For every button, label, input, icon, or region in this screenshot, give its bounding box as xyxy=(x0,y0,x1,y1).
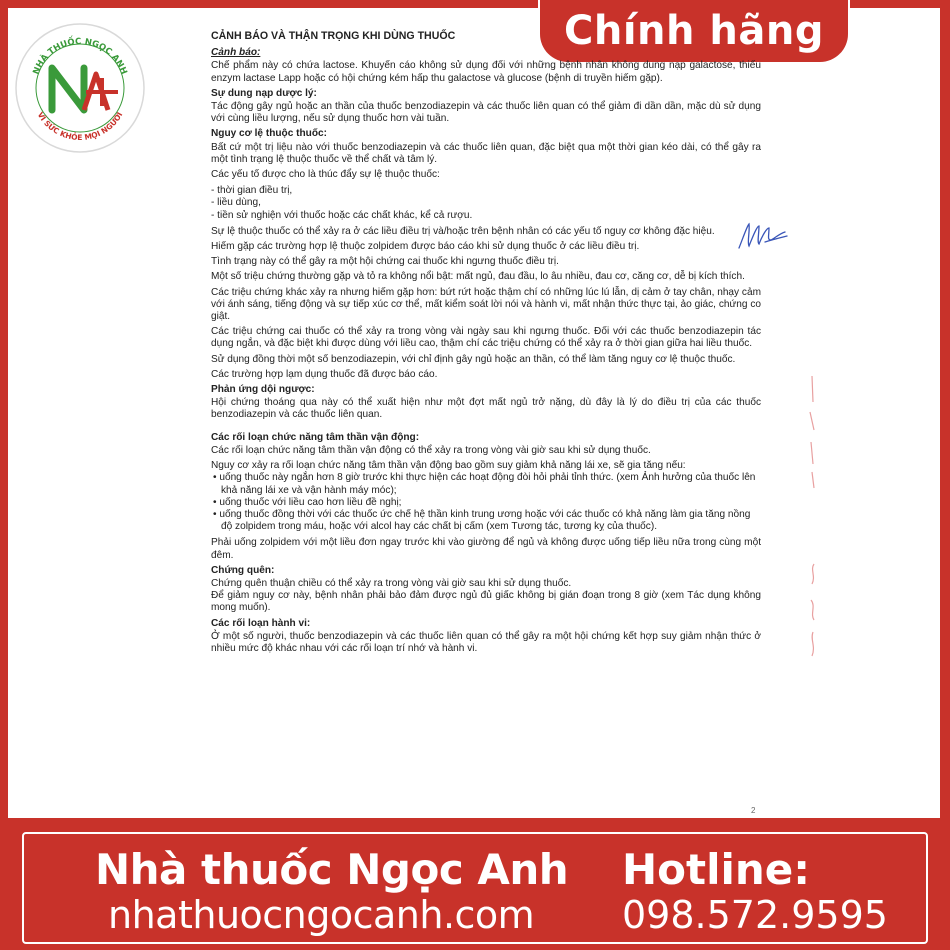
list-item: - liều dùng, xyxy=(211,197,261,209)
paragraph: Để giảm nguy cơ này, bệnh nhân phải bảo đảm được ngủ đủ giấc không bị gián đoạn trong 8 giờ (xem Tác dụng không mong muốn). xyxy=(211,590,761,614)
section-heading: Sự dung nạp dược lý: xyxy=(211,87,317,99)
paragraph: Chế phẩm này có chứa lactose. Khuyến cáo không sử dụng đối với những bệnh nhân không dung nạp galactose, thiếu enzym lactase Lapp hoặc có hội chứng kém hấp thu galactose và glucose (bệnh di truyền hiếm gặp). xyxy=(211,60,761,84)
section-heading: Các rối loạn chức năng tâm thần vận động: xyxy=(211,431,420,443)
list-item: • uống thuốc này ngắn hơn 8 giờ trước khi thực hiện các hoạt động đòi hỏi phải tỉnh thức. (xem Ảnh hưởng của thuốc lên khả năng lái xe và vận hành máy móc); xyxy=(213,472,756,496)
paragraph: Sử dụng đồng thời một số benzodiazepin, với chỉ định gây ngủ hoặc an thần, có thể làm tăng nguy cơ lệ thuộc thuốc. xyxy=(211,353,736,365)
frame-right xyxy=(940,0,950,950)
frame-left xyxy=(0,0,8,950)
section-heading: Nguy cơ lệ thuộc thuốc: xyxy=(211,128,327,140)
paragraph: Tình trạng này có thể gây ra một hội chứng cai thuốc khi ngưng thuốc điều trị. xyxy=(211,256,559,268)
paragraph: Chứng quên thuận chiều có thể xảy ra trong vòng vài giờ sau khi sử dụng thuốc. xyxy=(211,577,572,589)
paragraph: Tác động gây ngủ hoặc an thần của thuốc benzodiazepin và các thuốc liên quan có thể giảm đi dần dần, mặc dù sử dụng với cùng liều lượng, nếu sử dụng thuốc hơn vài tuần. xyxy=(211,101,761,125)
page-number: 2 xyxy=(751,806,756,815)
document-content xyxy=(211,30,761,658)
store-website: nhathuocngocanh.com xyxy=(108,893,535,937)
paragraph: Các trường hợp lạm dụng thuốc đã được báo cáo. xyxy=(211,368,438,380)
logo-bottom-text: VÌ SỨC KHỎE MỌI NGƯỜI xyxy=(35,110,125,143)
list-item: - thời gian điều trị, xyxy=(211,185,293,197)
section-heading: Chứng quên: xyxy=(211,564,275,576)
paragraph: Các rối loạn chức năng tâm thần vận động có thể xảy ra trong vòng vài giờ sau khi sử dụng thuốc. xyxy=(211,444,651,456)
authentic-badge-label: Chính hãng xyxy=(564,8,824,54)
list-item: - tiền sử nghiện với thuốc hoặc các chất khác, kể cả rượu. xyxy=(211,209,473,221)
list-item: • uống thuốc đồng thời với các thuốc ức chế hệ thần kinh trung ương hoặc với các thuốc có khả năng làm gia tăng nồng độ zolpidem trong máu, hoặc với alcol hay các chất bị cấm (xem Tương tác, tương kỵ của thuốc). xyxy=(213,508,751,533)
hotline-number: 098.572.9595 xyxy=(622,893,888,937)
section-heading: Cảnh báo: xyxy=(211,47,261,59)
section-heading: Các rối loạn hành vi: xyxy=(211,617,311,629)
paragraph: Các triệu chứng khác xảy ra nhưng hiếm gặp hơn: bứt rứt hoặc thậm chí có những lúc lú lẫn, dị cảm ở tay chân, nhạy cảm với ánh sáng, tiếng động và sự tiếp xúc cơ thể, mất kiểm soát lời nói và hành vi, mất nhận thức thực tại, ảo giác, chứng co giật. xyxy=(211,286,761,323)
paragraph: Bất cứ một trị liệu nào với thuốc benzodiazepin và các thuốc liên quan, đặc biệt qua một thời gian kéo dài, có thể gây ra một tình trạng lệ thuộc thuốc về thể chất và tâm lý. xyxy=(211,141,761,165)
list-item: • uống thuốc với liều cao hơn liều đề nghị; xyxy=(213,496,402,508)
paragraph: Một số triệu chứng thường gặp và tỏ ra không nổi bật: mất ngủ, đau đầu, lo âu nhiều, đau cơ, căng cơ, dễ bị kích thích. xyxy=(211,271,745,283)
paragraph: Các yếu tố được cho là thúc đẩy sự lệ thuộc thuốc: xyxy=(211,169,440,181)
paragraph: Hiếm gặp các trường hợp lệ thuộc zolpidem được báo cáo khi sử dụng thuốc ở các liều điều trị. xyxy=(211,241,640,253)
paragraph: Sự lệ thuộc thuốc có thể xảy ra ở các liều điều trị và/hoặc trên bệnh nhân có các yếu tố nguy cơ không đặc hiệu. xyxy=(211,225,715,237)
logo-top-text: NHÀ THUỐC NGỌC ANH xyxy=(31,36,129,77)
store-name: Nhà thuốc Ngọc Anh xyxy=(95,845,569,894)
paragraph: Phải uống zolpidem với một liều đơn ngay trước khi vào giường để ngủ và không được uống tiếp liều nữa trong cùng một đêm. xyxy=(211,537,761,561)
paragraph: Các triệu chứng cai thuốc có thể xảy ra trong vòng vài ngày sau khi ngưng thuốc. Đối với các thuốc benzodiazepin tác dụng ngắn, và đặc biệt khi được dùng với liều cao, thậm chí các triệu chứng có thể xảy ra ở thời gian giữa hai liều thuốc. xyxy=(211,326,761,350)
paragraph: Ở một số người, thuốc benzodiazepin và các thuốc liên quan có thể gây ra một hội chứng kết hợp suy giảm nhận thức ở nhiều mức độ khác nhau với các rối loạn trí nhớ và hành vi. xyxy=(211,630,761,654)
hotline-label: Hotline: xyxy=(622,845,811,894)
paragraph: Nguy cơ xảy ra rối loạn chức năng tâm thần vận động bao gồm suy giảm khả năng lái xe, sẽ gia tăng nếu: xyxy=(211,460,686,472)
signature-icon xyxy=(735,218,790,254)
stamp-mark-icon xyxy=(804,560,822,660)
document-title: CẢNH BÁO VÀ THẬN TRỌNG KHI DÙNG THUỐC xyxy=(211,30,456,42)
stamp-mark-icon xyxy=(804,372,822,492)
paragraph: Hội chứng thoáng qua này có thể xuất hiện như một đợt mất ngủ trở nặng, dù đây là lý do điều trị của các thuốc benzodiazepin và các thuốc liên quan. xyxy=(211,397,761,421)
pharmacy-logo xyxy=(14,22,146,154)
section-heading: Phản ứng dội ngược: xyxy=(211,384,315,396)
